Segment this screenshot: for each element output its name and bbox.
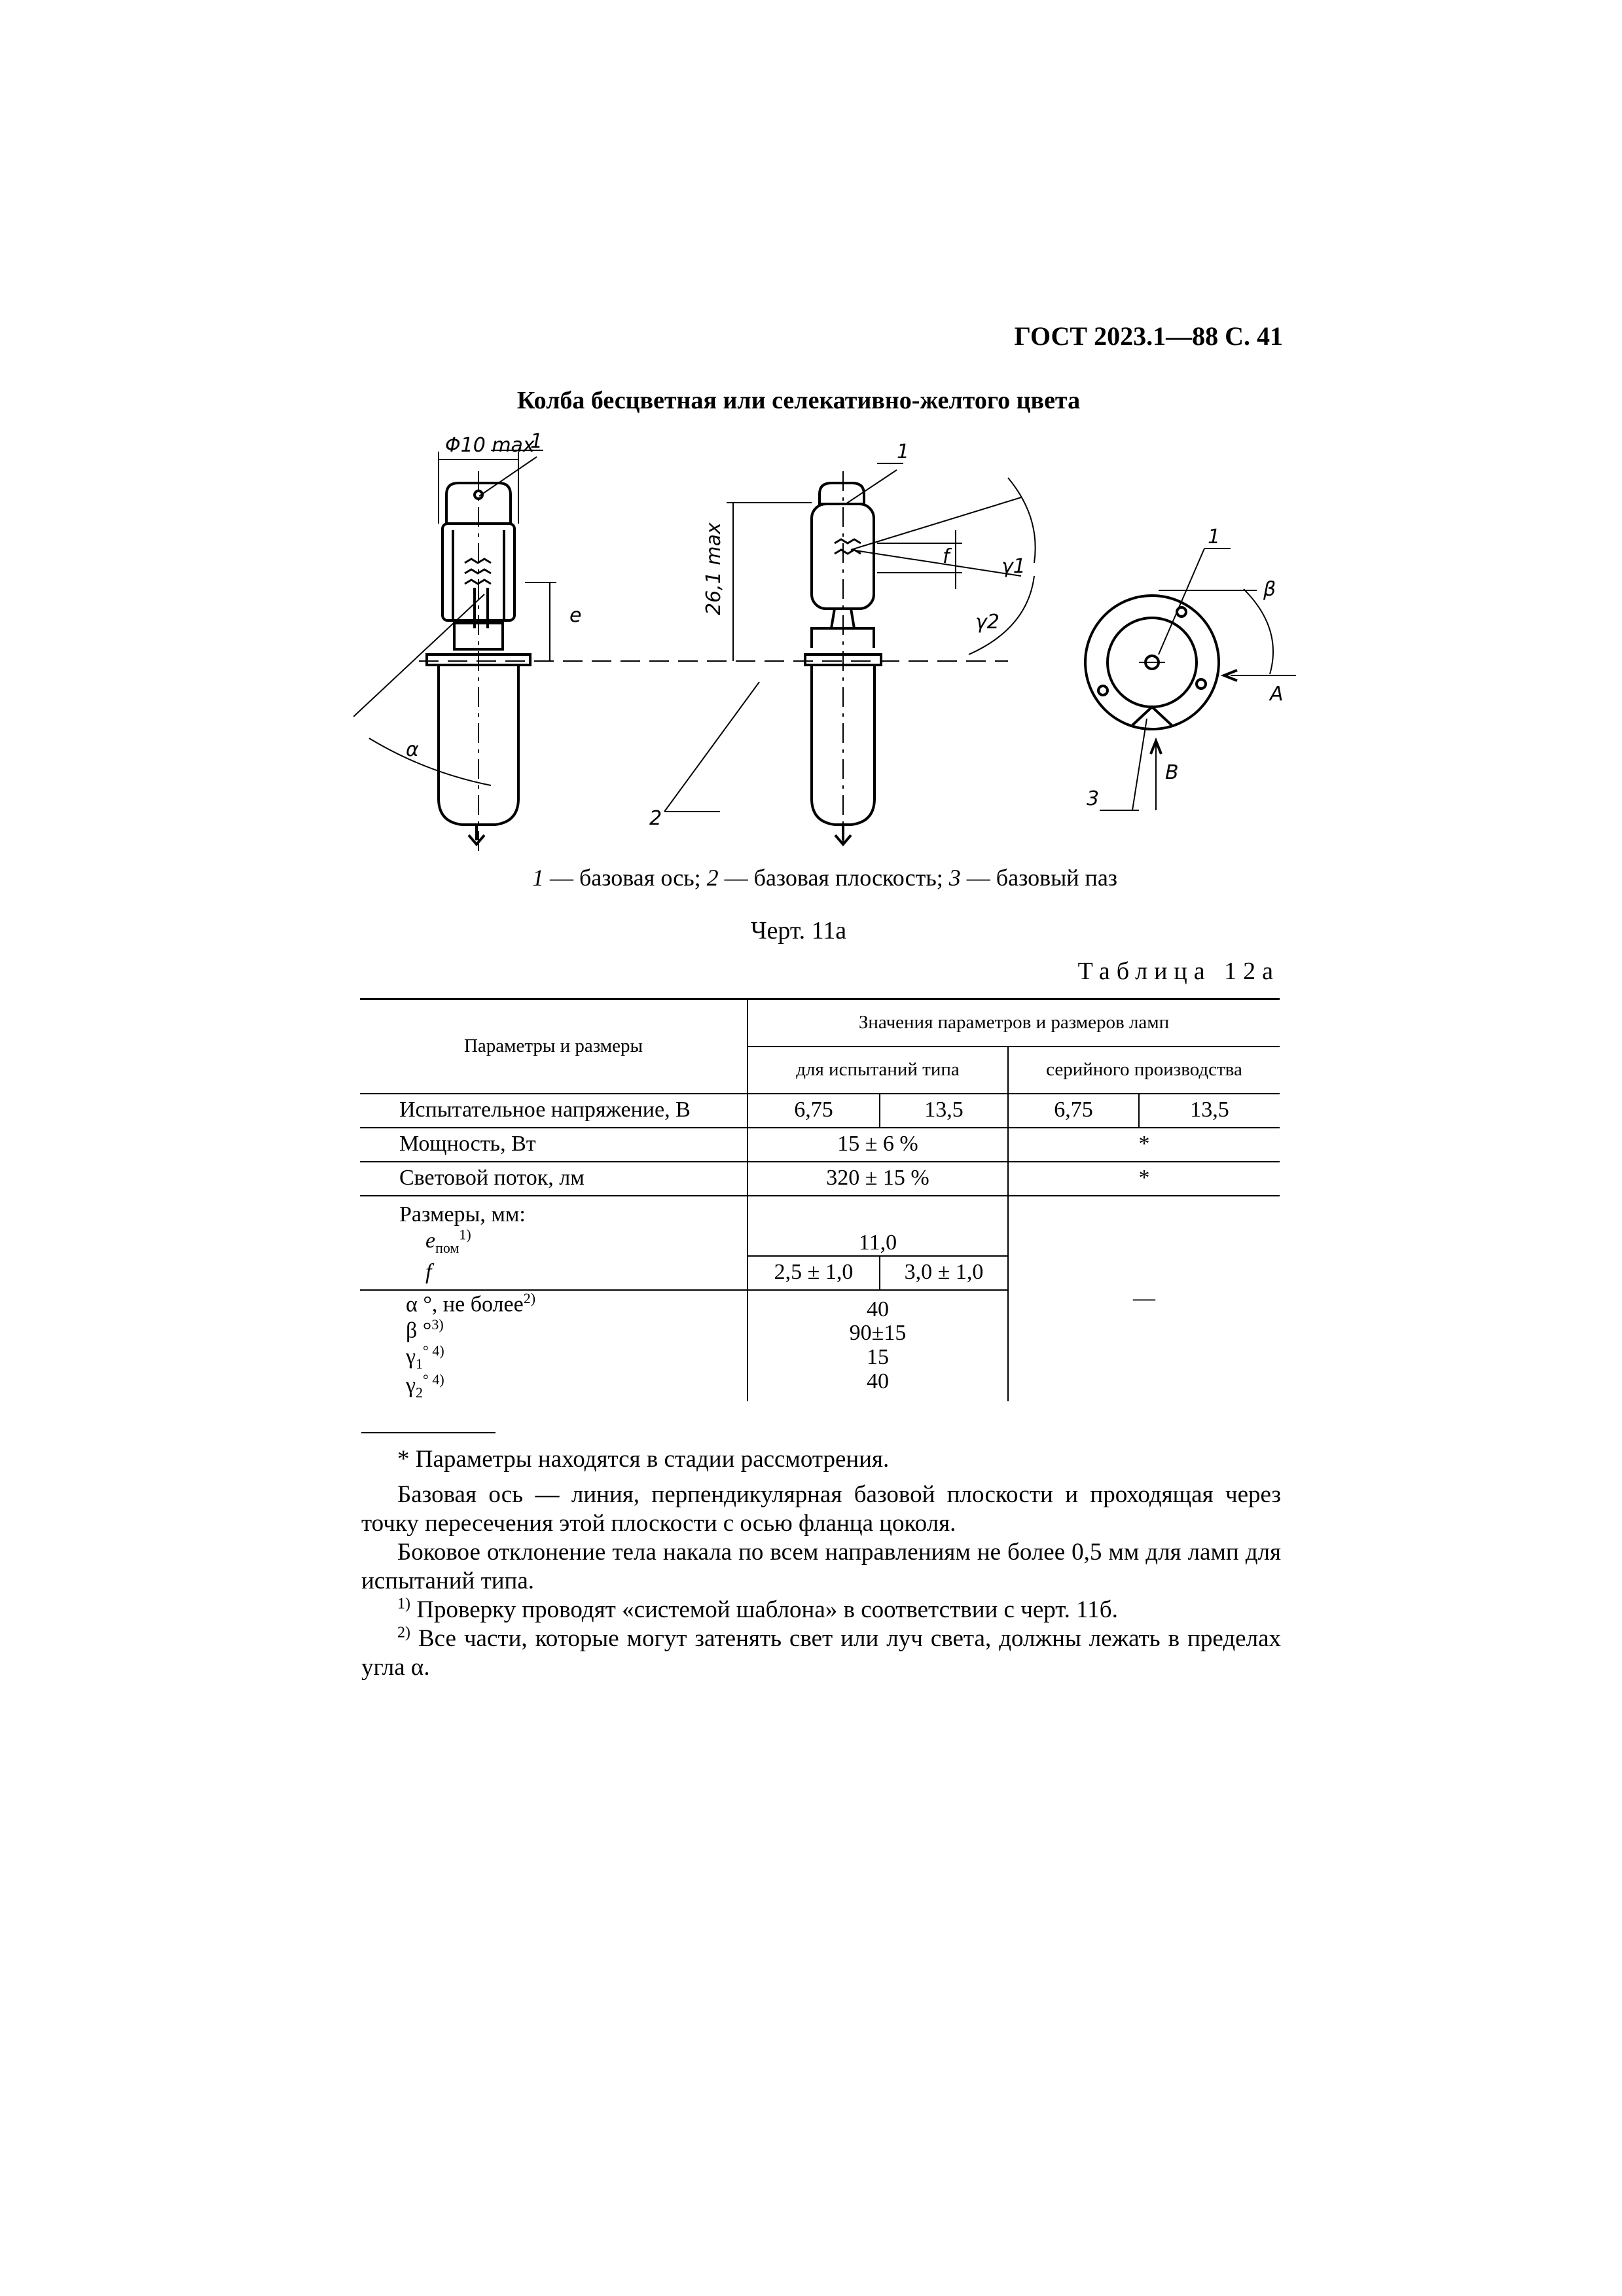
cell-angles-values: 40 90±15 15 40: [748, 1290, 1008, 1401]
label-B: В: [1165, 761, 1179, 784]
page-header-reference: ГОСТ 2023.1—88 С. 41: [1014, 321, 1283, 351]
label-gamma1: γ1: [1001, 555, 1026, 578]
row-f-label: f: [360, 1256, 748, 1290]
cell-flux-type: 320 ± 15 %: [748, 1162, 1008, 1196]
label-gamma2: γ2: [975, 611, 1000, 634]
parameters-table: [360, 998, 1280, 1401]
header-type-tests: для испытаний типа: [748, 1047, 1008, 1094]
label-base-plane: 2: [649, 807, 662, 830]
cell-voltage-serial-b: 13,5: [1139, 1094, 1280, 1128]
row-voltage-label: Испытательное напряжение, В: [360, 1094, 748, 1128]
lamp-technical-drawing: [353, 432, 1296, 851]
label-beta: β: [1263, 578, 1276, 601]
figure-label: Черт. 11а: [750, 917, 847, 944]
note-deviation: Боковое отклонение тела накала по всем направлениям не более 0,5 мм для ламп для испытаний типа.: [361, 1539, 1281, 1594]
footnote-2: $^{2)}$ Все части, которые могут затенять свет или луч света, должны лежать в пределах угла α.: [361, 1624, 1281, 1681]
cell-sizes-serial: —: [1008, 1196, 1280, 1401]
label-base-axis-top: 1: [1208, 526, 1221, 548]
header-serial: серийного производства: [1008, 1047, 1280, 1094]
row-flux-label: Световой поток, лм: [360, 1162, 748, 1196]
label-f: f: [943, 545, 950, 568]
cell-voltage-type-b: 13,5: [880, 1094, 1008, 1128]
cell-voltage-serial-a: 6,75: [1008, 1094, 1139, 1128]
label-A: A: [1270, 683, 1284, 706]
row-angles-labels: α °, не более$^{2)}$ β °$^{3)}$ $\gamma_1^{^\circ 4)}$ $\gamma_2^{^\circ 4)}$: [406, 1290, 536, 1401]
label-base-slot: 3: [1087, 787, 1100, 810]
label-26-1-max: 26,1 max: [702, 522, 725, 615]
lamp-side-view-middle: [664, 463, 1036, 844]
label-base-axis-left: 1: [530, 432, 543, 453]
footnote-1: $^{1)}$ Проверку проводят «системой шаблона» в соответствии с черт. 11б.: [397, 1595, 1118, 1623]
drawing-title: Колба бесцветная или селекативно-желтого цвета: [516, 387, 1081, 414]
header-values: Значения параметров и размеров ламп: [748, 999, 1280, 1047]
cell-voltage-type-a: 6,75: [748, 1094, 880, 1128]
label-e: e: [569, 604, 582, 627]
label-base-axis-middle: 1: [897, 440, 910, 463]
table-row: [360, 1128, 1280, 1162]
lamp-side-view-left: [353, 450, 556, 851]
table-row: [360, 1094, 1280, 1128]
table-label: Таблица 12а: [1077, 958, 1280, 985]
drawing-legend: 1 — базовая ось; 2 — базовая плоскость; 3 — базовый паз: [532, 865, 1118, 891]
table-row: [360, 1196, 1280, 1256]
cell-flux-serial: *: [1008, 1162, 1280, 1196]
note-base-axis: Базовая ось — линия, перпендикулярная базовой плоскости и проходящая через точку пересечения этой плоскости с осью фланца цоколя.: [361, 1481, 1281, 1537]
row-sizes-label: Размеры, мм: $e_{пом}^{1)}$: [399, 1202, 526, 1256]
cell-power-type: 15 ± 6 %: [748, 1128, 1008, 1162]
label-alpha: α: [406, 738, 419, 761]
header-params: Параметры и размеры: [360, 999, 748, 1094]
note-star: * Параметры находятся в стадии рассмотрения.: [397, 1446, 890, 1473]
row-power-label: Мощность, Вт: [360, 1128, 748, 1162]
cell-power-serial: *: [1008, 1128, 1280, 1162]
cell-f-a: 2,5 ± 1,0: [748, 1256, 880, 1290]
cell-e-value: 11,0: [748, 1196, 1008, 1256]
label-phi10max: Φ10 max: [445, 434, 535, 457]
table-row: [360, 1162, 1280, 1196]
footnote-divider: [361, 1432, 496, 1433]
cell-f-b: 3,0 ± 1,0: [880, 1256, 1008, 1290]
